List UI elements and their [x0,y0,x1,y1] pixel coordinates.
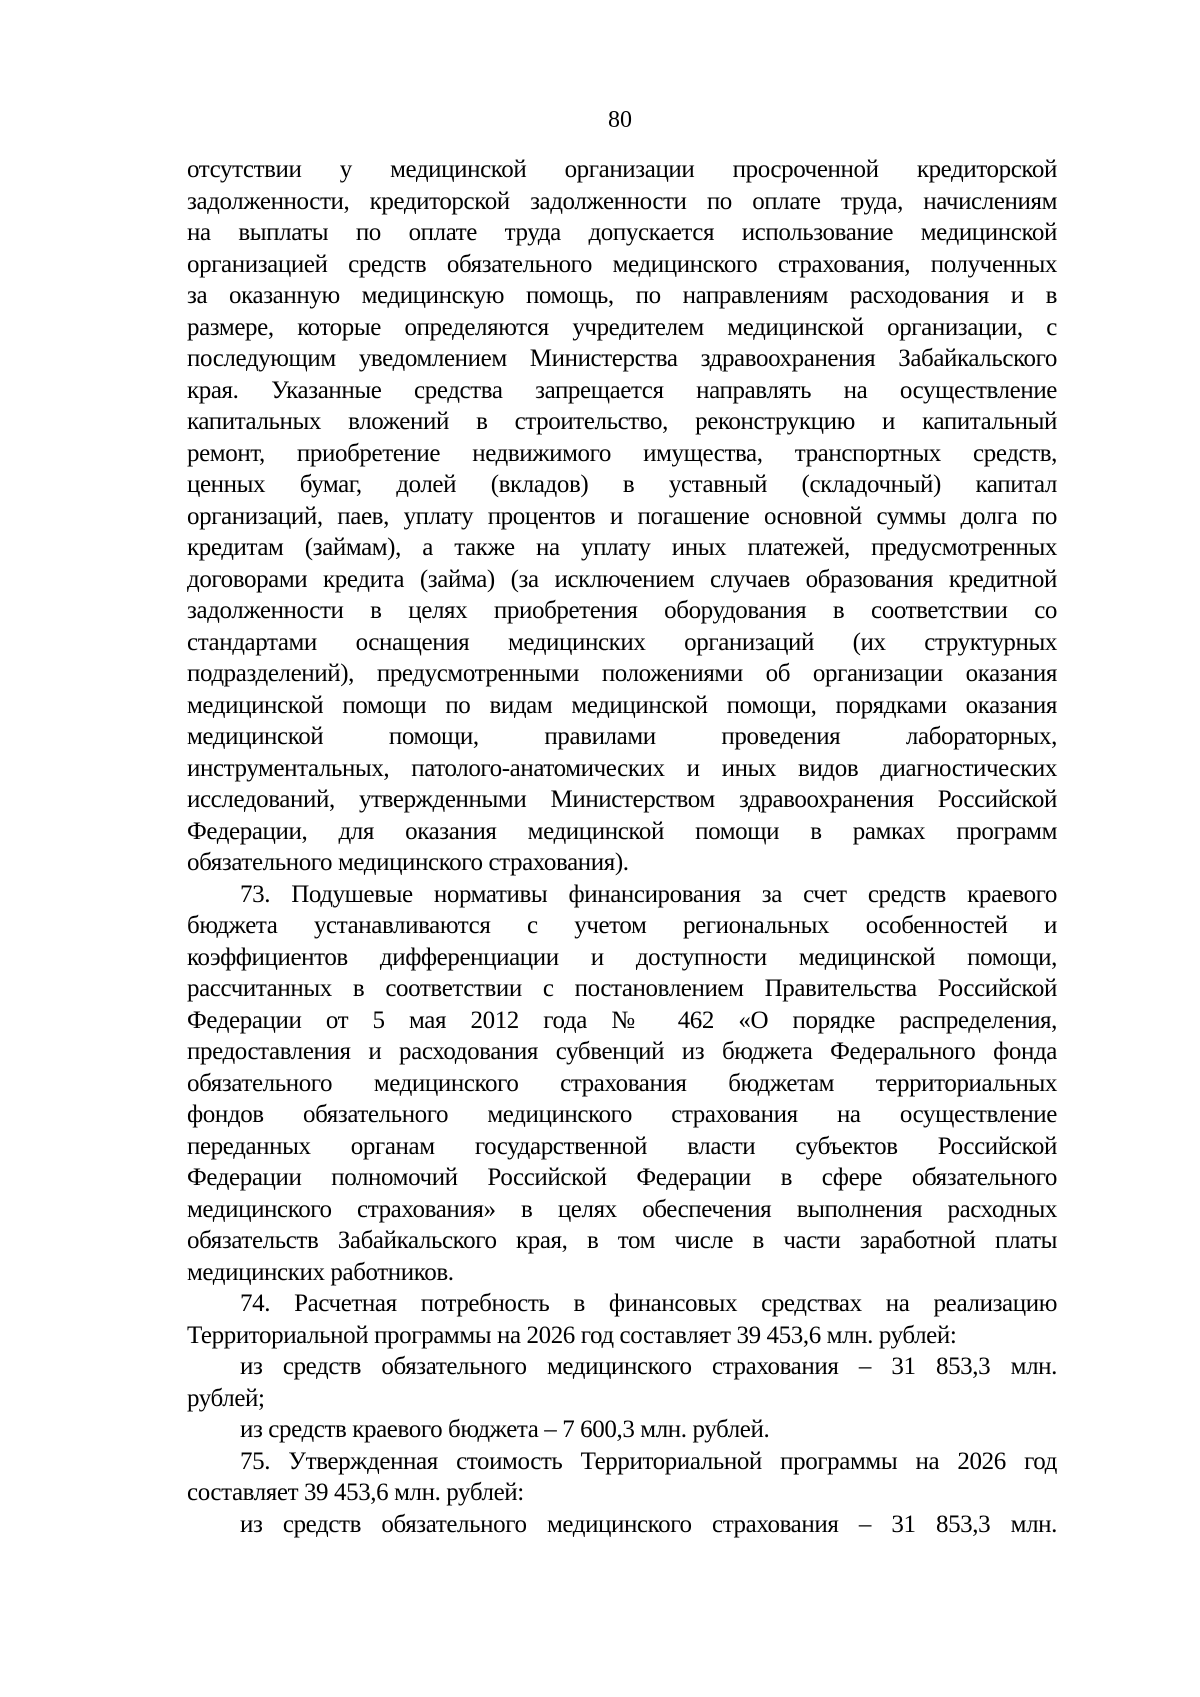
text-line: медицинской помощи по видам медицинской помощи, порядками оказания [187,691,1057,719]
text-line: переданных органам государственной власти субъектов Российской [187,1132,1057,1160]
text-line: Территориальной программы на 2026 год составляет 39 453,6 млн. рублей: [187,1321,957,1349]
text-line: края. Указанные средства запрещается направлять на осуществление [187,376,1057,404]
text-line: последующим уведомлением Министерства здравоохранения Забайкальского [187,345,1057,372]
text-line: Федерации от 5 мая 2012 года № 462 «О порядке распределения, [187,1006,1057,1034]
text-line: бюджета устанавливаются с учетом региональных особенностей и [187,912,1057,939]
text-line: фондов обязательного медицинского страхования на осуществление [187,1101,1057,1128]
text-line: за оказанную медицинскую помощь, по направлениям расходования и в [187,282,1057,309]
text-line: стандартами оснащения медицинских организаций (их структурных [187,628,1057,656]
text-line: медицинских работников. [187,1258,454,1286]
text-line: отсутствии у медицинской организации просроченной кредиторской [187,156,1057,183]
paragraph [187,154,1057,879]
text-line: коэффициентов дифференциации и доступности медицинской помощи, [187,943,1057,971]
text-line: на выплаты по оплате труда допускается использование медицинской [187,219,1057,246]
paragraph [187,879,1057,1289]
text-line: договорами кредита (займа) (за исключением случаев образования кредитной [187,565,1057,593]
paragraph [187,1414,1057,1446]
text-line: размере, которые определяются учредителем медицинской организации, с [187,313,1057,341]
paragraph [187,1351,1057,1414]
text-line: из средств обязательного медицинского страхования – 31 853,3 млн. [240,1353,1057,1380]
text-line: предоставления и расходования субвенций из бюджета Федерального фонда [187,1038,1057,1065]
text-line: задолженности в целях приобретения оборудования в соответствии со [187,597,1057,624]
text-line: обязательного медицинского страхования). [187,849,629,876]
text-line: рассчитанных в соответствии с постановлением Правительства Российской [187,975,1057,1002]
text-line: ценных бумаг, долей (вкладов) в уставный (складочный) капитал [187,471,1057,498]
text-line: подразделений), предусмотренными положениями об организации оказания [187,660,1057,687]
text-line: кредитам (займам), а также на уплату иных платежей, предусмотренных [187,534,1057,561]
text-line: организацией средств обязательного медицинского страхования, полученных [187,250,1057,278]
text-line: капитальных вложений в строительство, реконструкцию и капитальный [187,408,1057,435]
text-line: ремонт, приобретение недвижимого имущества, транспортных средств, [187,439,1057,467]
text-line: из средств краевого бюджета – 7 600,3 млн. рублей. [240,1416,770,1443]
text-line: инструментальных, патолого-анатомических и иных видов диагностических [187,754,1057,782]
text-line: обязательного медицинского страхования бюджетам территориальных [187,1069,1057,1097]
text-line: обязательств Забайкальского края, в том числе в части заработной платы [187,1227,1057,1254]
text-line: задолженности, кредиторской задолженности по оплате труда, начислениям [187,187,1057,215]
document-body [187,154,1057,1540]
text-line: из средств обязательного медицинского страхования – 31 853,3 млн. [240,1510,1057,1538]
text-line: 75. Утвержденная стоимость Территориальной программы на 2026 год [240,1447,1057,1475]
text-line: 73. Подушевые нормативы финансирования за счет средств краевого [240,880,1057,908]
paragraph [187,1288,1057,1351]
text-line: Федерации полномочий Российской Федерации в сфере обязательного [187,1164,1057,1191]
text-line: рублей; [187,1384,265,1412]
text-line: исследований, утвержденными Министерством здравоохранения Российской [187,786,1057,813]
paragraph [187,1446,1057,1509]
paragraph [187,1509,1057,1541]
text-line: медицинского страхования» в целях обеспечения выполнения расходных [187,1195,1057,1223]
text-line: 74. Расчетная потребность в финансовых средствах на реализацию [240,1290,1057,1317]
text-line: Федерации, для оказания медицинской помощи в рамках программ [187,817,1057,845]
text-line: организаций, паев, уплату процентов и погашение основной суммы долга по [187,502,1057,530]
text-line: медицинской помощи, правилами проведения лабораторных, [187,723,1057,750]
text-line: составляет 39 453,6 млн. рублей: [187,1479,524,1506]
page-number: 80 [608,107,632,133]
